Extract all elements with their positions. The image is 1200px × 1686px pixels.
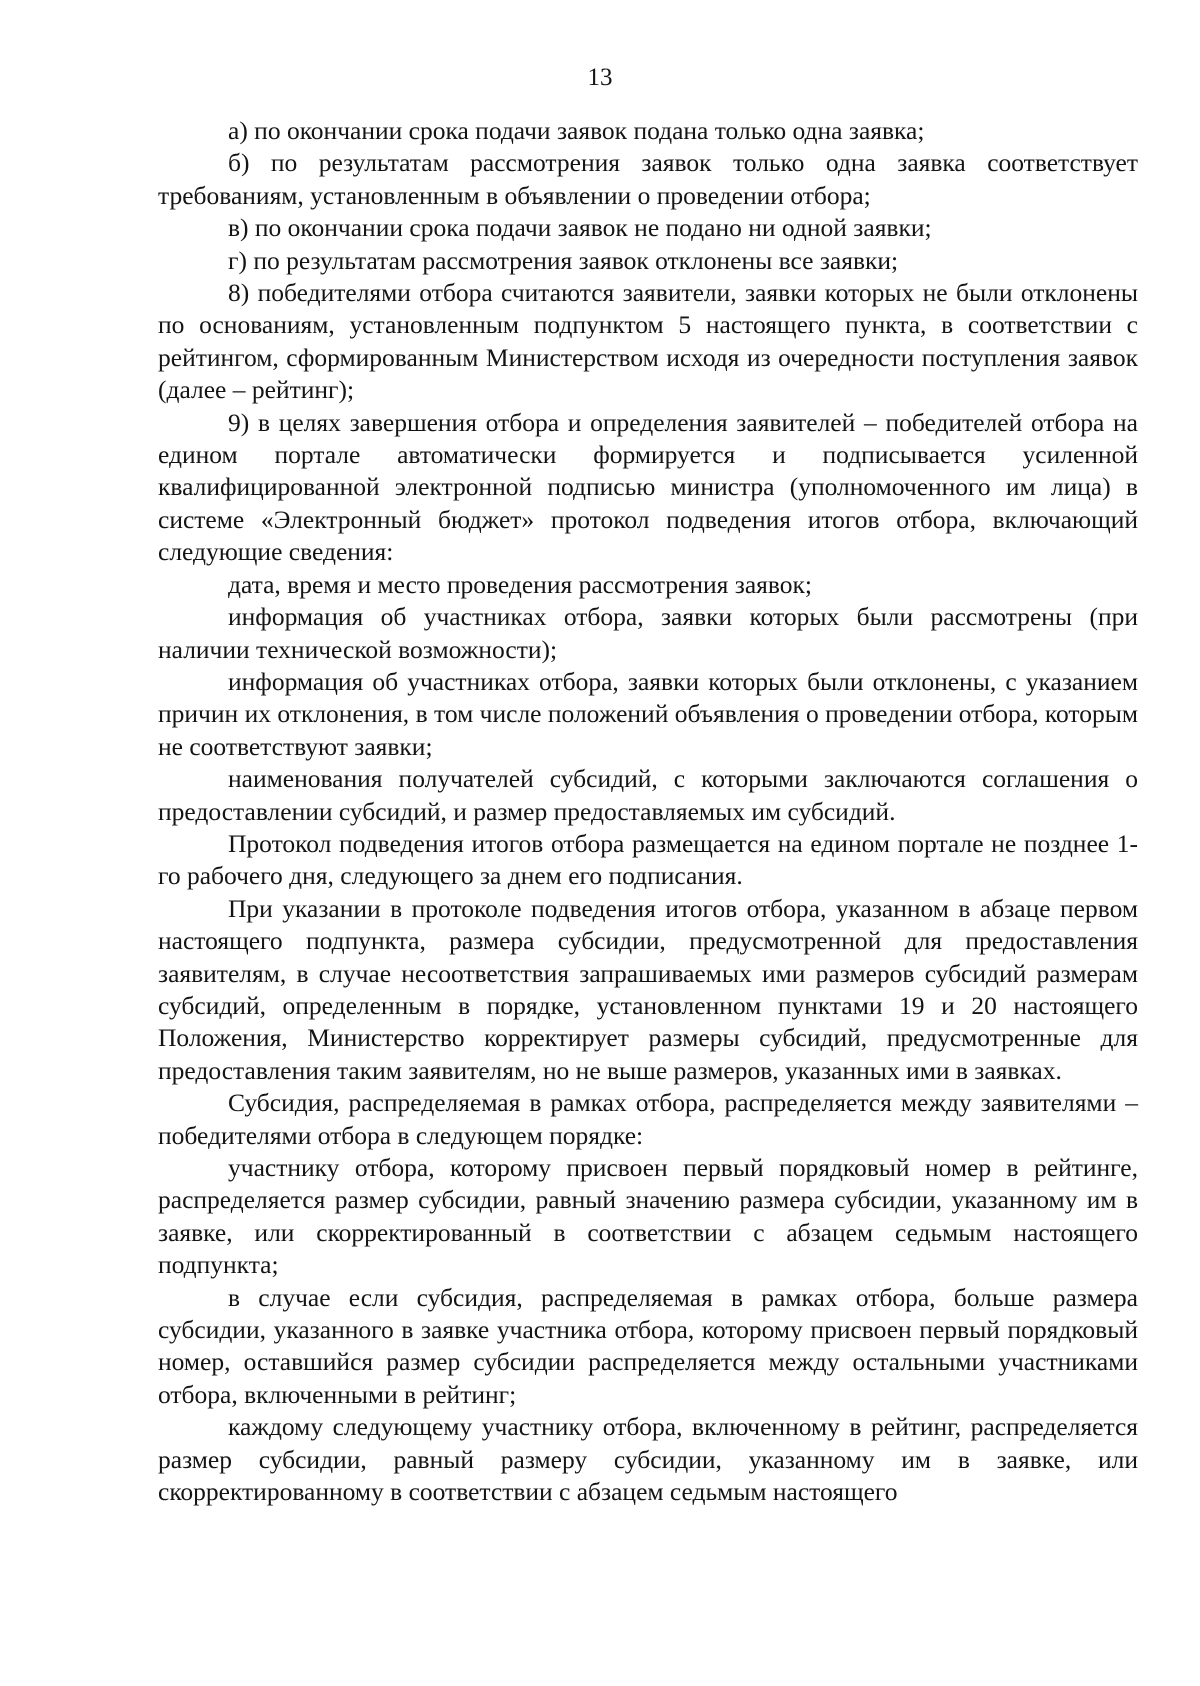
paragraph: 9) в целях завершения отбора и определения заявителей – победителей отбора на едином портале автоматически формируется и подписывается усиленной квалифицированной электронной подписью министра (уполномоченного им лица) в системе «Электронный бюджет» протокол подведения итогов отбора, включающий следующие сведения: <box>158 407 1138 567</box>
paragraph: дата, время и место проведения рассмотрения заявок; <box>228 569 812 599</box>
document-body <box>158 115 1138 1508</box>
paragraph: б) по результатам рассмотрения заявок только одна заявка соответствует требованиям, установленным в объявлении о проведении отбора; <box>158 148 1138 210</box>
paragraph: При указании в протоколе подведения итогов отбора, указанном в абзаце первом настоящего подпункта, размера субсидии, предусмотренной для предоставления заявителям, в случае несоответствия запрашиваемых ими размеров субсидий размерам субсидий, определенным в порядке, установленном пунктами 19 и 20 настоящего Положения, Министерство корректирует размеры субсидий, предусмотренные для предоставления таким заявителям, но не выше размеров, указанных ими в заявках. <box>158 893 1138 1085</box>
paragraph: информация об участниках отбора, заявки которых были отклонены, с указанием причин их отклонения, в том числе положений объявления о проведении отбора, которым не соответствуют заявки; <box>158 666 1138 761</box>
paragraph: участнику отбора, которому присвоен первый порядковый номер в рейтинге, распределяется размер субсидии, равный значению размера субсидии, указанному им в заявке, или скорректированный в соответствии с абзацем седьмым настоящего подпункта; <box>158 1153 1138 1280</box>
paragraph: информация об участниках отбора, заявки которых были рассмотрены (при наличии технической возможности); <box>158 602 1138 664</box>
paragraph: 8) победителями отбора считаются заявители, заявки которых не были отклонены по основаниям, установленным подпунктом 5 настоящего пункта, в соответствии с рейтингом, сформированным Министерством исходя из очередности поступления заявок (далее – рейтинг); <box>158 278 1138 405</box>
paragraph: г) по результатам рассмотрения заявок отклонены все заявки; <box>228 245 899 275</box>
paragraph: наименования получателей субсидий, с которыми заключаются соглашения о предоставлении субсидий, и размер предоставляемых им субсидий. <box>158 764 1138 826</box>
paragraph: в) по окончании срока подачи заявок не подано ни одной заявки; <box>228 213 932 243</box>
paragraph: каждому следующему участнику отбора, включенному в рейтинг, распределяется размер субсидии, равный размеру субсидии, указанному им в заявке, или скорректированному в соответствии с абзацем седьмым настоящего <box>158 1412 1138 1507</box>
page-number: 13 <box>587 64 613 91</box>
paragraph: Субсидия, распределяемая в рамках отбора, распределяется между заявителями – победителями отбора в следующем порядке: <box>158 1088 1138 1150</box>
paragraph: а) по окончании срока подачи заявок подана только одна заявка; <box>228 116 925 145</box>
paragraph: Протокол подведения итогов отбора размещается на едином портале не позднее 1-го рабочего дня, следующего за днем его подписания. <box>158 828 1138 891</box>
paragraph: в случае если субсидия, распределяемая в рамках отбора, больше размера субсидии, указанного в заявке участника отбора, которому присвоен первый порядковый номер, оставшийся размер субсидии распределяется между остальными участниками отбора, включенными в рейтинг; <box>158 1282 1138 1409</box>
